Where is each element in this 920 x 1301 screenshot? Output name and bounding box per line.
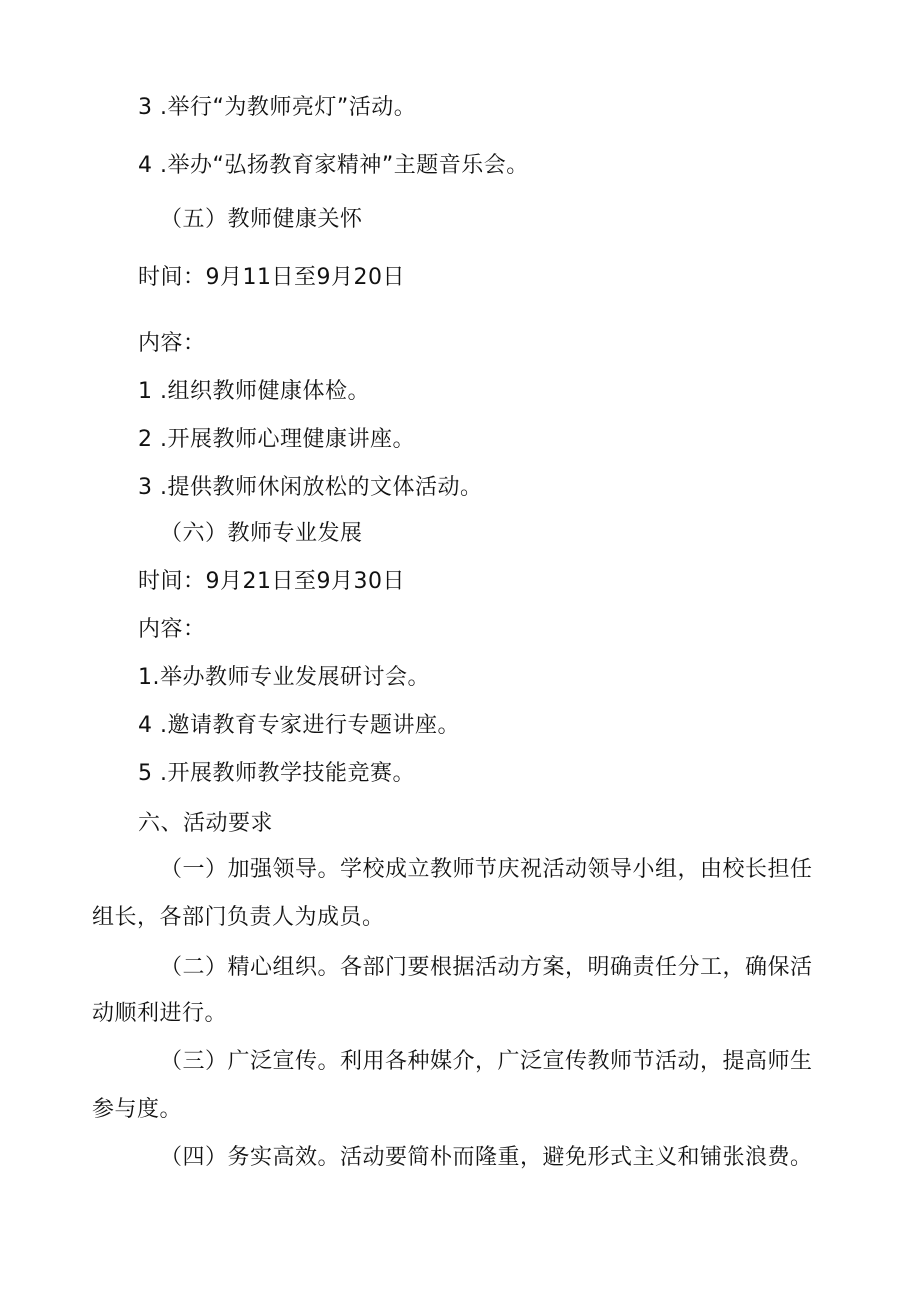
list-item-activity-4: 4 .举办“弘扬教育家精神”主题音乐会。	[138, 153, 529, 178]
health-time: 时间：9月11日至9月20日	[138, 265, 405, 290]
development-item-1: 1.举办教师专业发展研讨会。	[138, 665, 430, 690]
list-item-activity-3: 3 .举行“为教师亮灯”活动。	[138, 95, 417, 120]
section-heading-health: （五）教师健康关怀	[160, 207, 363, 232]
requirement-4: （四）务实高效。活动要简朴而隆重，避免形式主义和铺张浪费。	[160, 1145, 813, 1170]
development-item-5: 5 .开展教师教学技能竞赛。	[138, 761, 415, 786]
development-content-label: 内容：	[138, 617, 206, 642]
section-heading-development: （六）教师专业发展	[160, 521, 363, 546]
development-time: 时间：9月21日至9月30日	[138, 569, 405, 594]
health-item-3: 3 .提供教师休闲放松的文体活动。	[138, 475, 483, 500]
requirement-2-line-1: （二）精心组织。各部门要根据活动方案，明确责任分工，确保活	[160, 955, 813, 980]
section-heading-requirements: 六、活动要求	[138, 811, 274, 836]
requirement-1-line-2: 组长，各部门负责人为成员。	[92, 905, 385, 930]
requirement-1-line-1: （一）加强领导。学校成立教师节庆祝活动领导小组，由校长担任	[160, 857, 813, 882]
health-item-1: 1 .组织教师健康体检。	[138, 379, 370, 404]
health-item-2: 2 .开展教师心理健康讲座。	[138, 427, 415, 452]
requirement-3-line-2: 参与度。	[92, 1097, 183, 1122]
development-item-4: 4 .邀请教育专家进行专题讲座。	[138, 713, 460, 738]
health-content-label: 内容：	[138, 331, 206, 356]
requirement-2-line-2: 动顺利进行。	[92, 1001, 228, 1026]
requirement-3-line-1: （三）广泛宣传。利用各种媒介，广泛宣传教师节活动，提高师生	[160, 1049, 813, 1074]
